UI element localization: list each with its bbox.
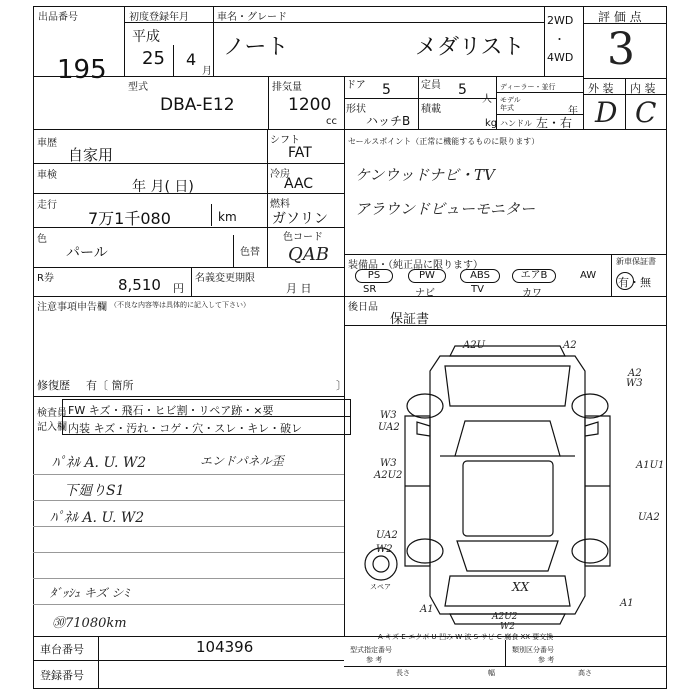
damage-diagram — [345, 326, 667, 636]
hand-note-6: ㉚71080km — [52, 616, 127, 631]
km-unit: km — [218, 210, 237, 224]
interior-grade: C — [635, 96, 657, 129]
displacement: 1200 — [288, 95, 332, 115]
warranty-label: 新車保証書 — [616, 257, 656, 266]
divider — [267, 193, 344, 194]
option-ps: PS — [355, 269, 393, 283]
color-change-label: 色替 — [240, 247, 260, 258]
person-unit: 人 — [482, 94, 492, 105]
aircon-label: 冷房 — [270, 169, 290, 180]
accessories-value: 保証書 — [390, 312, 430, 327]
doors: 5 — [382, 82, 391, 98]
mark-b2: A1 — [620, 598, 634, 609]
name-change-value: 月 日 — [286, 282, 312, 295]
year-unit: 年 — [568, 106, 578, 117]
spare-label: スペア — [370, 583, 391, 591]
rule-line — [33, 578, 344, 579]
reg-label: 登録番号 — [40, 669, 84, 682]
ref-1: 参 考 — [366, 656, 383, 664]
mark-top-right: A2 — [563, 340, 577, 351]
color-value: パール — [66, 245, 108, 261]
hand-note-5: ﾀﾞｯｼｭ キズ シﾐ — [50, 586, 130, 600]
type-designation-label: 型式指定番号 — [350, 646, 392, 654]
color-label: 色 — [37, 234, 47, 245]
repair-value: 有〔 箇所 — [86, 379, 134, 392]
shift-value: FAT — [288, 145, 312, 161]
divider — [33, 396, 344, 397]
model-label: 型式 — [128, 82, 148, 93]
model-code: DBA-E12 — [160, 95, 235, 115]
hand-note-1: ﾊﾟﾈﾙ A. U. W2 — [52, 455, 147, 471]
model-year-label: モデル年式 — [500, 96, 521, 112]
color-code: QAB — [288, 244, 329, 265]
mileage-value: 7万1千080 — [88, 209, 171, 228]
option-pw: PW — [408, 269, 446, 283]
color-code-label: 色コード — [283, 232, 323, 243]
mark-l3: W3 — [380, 458, 397, 469]
mark-xx: XX — [512, 580, 530, 594]
mark-top-left: A2U — [463, 340, 486, 351]
divider — [33, 296, 667, 297]
options-label: 装備品・（純正品に限ります） — [348, 260, 483, 271]
divider — [344, 666, 667, 667]
divider — [496, 92, 583, 93]
mark-r3: A1U1 — [636, 460, 665, 471]
drive-2wd: 2WD — [547, 14, 574, 27]
chassis-number: 104396 — [196, 638, 254, 656]
handle-value: 左・右 — [536, 116, 573, 130]
mark-r2: W3 — [626, 378, 643, 389]
divider — [344, 129, 345, 296]
sales-line-1: ケンウッドナビ・TV — [355, 166, 495, 184]
divider — [418, 76, 419, 129]
dealer-label: ディーラー・並行 — [500, 83, 556, 91]
mark-l4: A2U2 — [374, 470, 403, 481]
hand-note-3: 下廻りS1 — [64, 483, 125, 499]
mark-r1: A2 — [628, 368, 642, 379]
ref-2: 参 考 — [538, 656, 555, 664]
body-shape: ハッチB — [366, 114, 411, 128]
mileage-label: 走行 — [37, 200, 57, 211]
height-label: 高さ — [578, 669, 592, 677]
mark-b4: W2 — [500, 622, 515, 632]
exterior-label: 外 装 — [588, 82, 614, 95]
sales-line-2: アラウンドビューモニター — [355, 200, 536, 218]
divider — [268, 76, 269, 129]
warranty-circle — [616, 272, 634, 290]
option-tv: TV — [471, 284, 484, 295]
option-sr: SR — [363, 284, 377, 295]
name-change-label: 名義変更期限 — [195, 273, 255, 284]
divider — [33, 76, 583, 77]
mark-b3: A2U2 — [492, 612, 518, 622]
aircon-value: AAC — [284, 176, 314, 192]
mark-l5: UA2 — [376, 530, 398, 541]
lot-label: 出品番号 — [38, 12, 78, 23]
divider — [33, 636, 667, 637]
rule-line — [33, 474, 344, 475]
divider — [505, 640, 506, 666]
inspection-label: 車検 — [37, 170, 57, 181]
divider — [33, 163, 267, 164]
inspector-row-1: FW キズ・飛石・ヒビ割・リペア跡・×要 — [68, 404, 274, 417]
option-aw: AW — [580, 270, 597, 281]
divider — [267, 129, 268, 267]
divider — [583, 94, 667, 95]
divider — [583, 6, 584, 129]
capacity-label: 定員 — [421, 80, 441, 91]
warranty-value: 有・無 — [618, 276, 651, 289]
inspector-label-1: 検査員 — [37, 408, 67, 419]
car-name: ノート — [223, 35, 289, 60]
mark-r4: UA2 — [638, 512, 660, 523]
mark-l6: W2 — [376, 544, 393, 555]
fuel-label: 燃料 — [270, 199, 290, 210]
divider — [173, 45, 174, 76]
option-navi: ナビ — [415, 288, 435, 299]
divider — [98, 636, 99, 689]
divider — [211, 204, 212, 226]
divider — [344, 98, 496, 99]
exterior-grade: D — [595, 96, 618, 129]
notes-sub: （不良な内容等は具体的に記入して下さい） — [110, 301, 250, 309]
divider — [213, 6, 214, 76]
hand-note-4: ﾊﾟﾈﾙ A. U. W2 — [50, 510, 145, 526]
divider — [124, 22, 544, 23]
inspection-value: 年 月( 日) — [132, 179, 194, 195]
divider — [124, 6, 125, 76]
handle-label: ハンドル — [500, 119, 532, 128]
inspector-label-2: 記入欄 — [37, 422, 67, 433]
option-airbag: エアB — [512, 269, 556, 283]
drive-4wd: 4WD — [547, 51, 574, 64]
recycle-label: R券 — [37, 273, 54, 284]
category-label: 類別区分番号 — [512, 646, 554, 654]
divider — [267, 163, 344, 164]
reg-month: 4 — [186, 50, 197, 69]
mark-b1: A1 — [420, 604, 434, 615]
chassis-label: 車台番号 — [40, 643, 84, 656]
capacity: 5 — [458, 82, 467, 98]
mark-l1: W3 — [380, 410, 397, 421]
shape-label: 形状 — [346, 104, 366, 115]
car-grade: メダリスト — [415, 35, 525, 60]
option-leather: カワ — [522, 288, 542, 299]
shift-label: シフト — [270, 135, 300, 146]
era: 平成 — [132, 29, 160, 45]
fuel-value: ガソリン — [272, 211, 328, 227]
inspector-row-2: 内装 キズ・汚れ・コゲ・穴・スレ・キレ・破レ — [68, 422, 303, 435]
history-value: 自家用 — [68, 146, 114, 164]
divider — [33, 129, 667, 130]
divider — [33, 267, 344, 268]
divider — [191, 267, 192, 296]
divider — [544, 6, 545, 76]
reg-year: 25 — [142, 48, 165, 69]
option-abs: ABS — [460, 269, 500, 283]
hand-note-2: エンドパネル歪 — [200, 454, 284, 468]
divider — [233, 235, 234, 267]
divider — [625, 78, 626, 129]
repair-close: 〕 — [336, 379, 347, 392]
interior-label: 内 装 — [630, 82, 656, 95]
accessories-label: 後日品 — [348, 302, 378, 313]
divider — [33, 193, 267, 194]
repair-label: 修復歴 — [37, 379, 70, 392]
recycle-value: 8,510 — [118, 276, 161, 294]
name-grade-label: 車名・グレード — [217, 12, 287, 23]
overall-score: 3 — [607, 24, 635, 75]
drive-dot: ・ — [554, 33, 565, 46]
divider — [33, 660, 344, 661]
month-unit: 月 — [202, 66, 212, 77]
lot-number: 195 — [57, 55, 107, 85]
mark-l2: UA2 — [378, 422, 400, 433]
rule-line — [33, 500, 344, 501]
door-label: ドア — [346, 80, 366, 91]
score-label: 評 価 点 — [598, 10, 642, 24]
yen-unit: 円 — [173, 282, 184, 295]
sales-points-label: セールスポイント（正常に機能するものに限ります） — [348, 137, 540, 146]
cc-unit: cc — [326, 116, 337, 127]
rule-line — [33, 552, 344, 553]
load-label: 積載 — [421, 104, 441, 115]
first-reg-label: 初度登録年月 — [129, 12, 189, 23]
displacement-label: 排気量 — [272, 82, 302, 93]
damage-legend: A-キズ E-エクボ U-凹み W-波 S-サビ C-腐食 XX-要交換 — [378, 633, 554, 641]
history-label: 車歴 — [37, 138, 57, 149]
length-label: 長さ — [396, 669, 410, 677]
notes-label: 注意事項申告欄 — [37, 302, 107, 313]
width-label: 幅 — [488, 669, 495, 677]
kg-unit: kg — [485, 118, 498, 129]
divider — [611, 254, 612, 296]
divider — [344, 254, 667, 255]
divider — [344, 76, 345, 129]
rule-line — [33, 604, 344, 605]
